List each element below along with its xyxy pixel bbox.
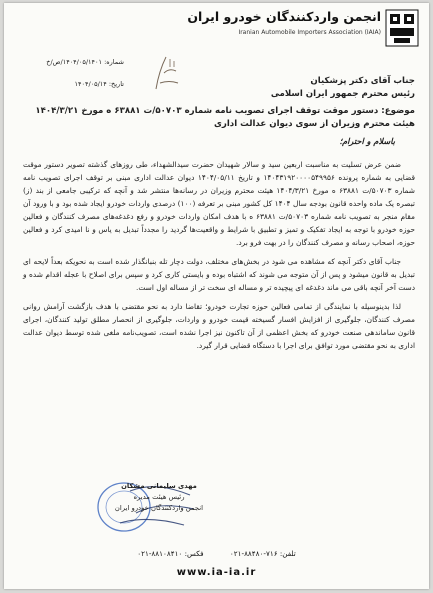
letter-date: تاریخ: ۱۴۰۴/۰۵/۱۴	[74, 80, 124, 88]
paragraph-1: ضمن عرض تسلیت به مناسبت اربعین سید و سالار شهیدان حضرت سیدالشهداء، طی روزهای گذشته تصویر دستور موقت قضایی به شماره پرونده ۱۴۰۴۳۱۹۲۰۰۰۰۵۴۹۹۵۶ و تاریخ ۱۴۰۴/۰۵/۱۱ دیوان عدالت اداری مبنی بر توقف اجرای تصویب نامه شماره ۵۰۷۰۳/ت ۶۳۸۸۱ ه مورخ ۱۴۰۴/۳/۲۱ هیئت محترم وزیران در رسانه‌ها منتشر شد و آنچه که ترکیبی جامعی از بند (ز) تبصره یک ماده واحده قانون بودجه سال ۱۴۰۴ کل کشور مبنی بر تعرفه (۱۰۰) درصدی واردات خودرو ایجاد شده بود و با ورود آن مقام منجر به تصویب نامه شماره ۵۰۷۰۳/ت ۶۳۸۸۱ ه با هدف امکان واردات خودرو و رفع دغدغه‌های مصرف کنندگان و فعالین حوزه خودرو با توجه به ایجاد تفکیک و تمیز و تطبیق با شرایط و واقعیت‌ها گردید را مجدداً تبدیل به یاس و نا امیدی کرد و فعالین حوزه، اصحاب رسانه و مصرف کنندگان را در بهت فرو برد.	[23, 160, 416, 247]
website-address: www.ia-ia.ir	[176, 567, 257, 578]
organization-name: انجمن واردکنندگان خودرو ایران	[187, 9, 381, 24]
signature-block	[74, 481, 244, 514]
letter-footer	[4, 539, 429, 589]
association-logo	[385, 9, 419, 47]
contact-line	[4, 549, 429, 558]
paragraph-2: جناب آقای دکتر آنچه که مشاهده می شود در بخش‌های مختلف، دولت دچار تله بنبانگذار شده است به نحویکه بعداً لایحه ای تبدیل به قانون میشود و پس از آن متوجه می شوند که اشتباه بوده و بایستی کاری کرد و سپس برای اصلاح با عجله اقدام شده و دست آخر آنچه باقی می ماند دغدغه ای پیچیده تر و مساله ای سخت تر از مساله اول است.	[23, 257, 415, 292]
letter-number: شماره: ۱۴۰۴/۰۵/۱۴۰۱/ص/خ	[46, 58, 124, 66]
signatory-title: رئیس هیئت مدیره	[133, 493, 185, 501]
organization-name-english: Iranian Automobile Importers Association (IAIA)	[238, 29, 381, 36]
fax-number: فکس: ۸۸۱۰۸۴۱۰-۰۲۱	[137, 549, 204, 558]
recipient-title: رئیس محترم جمهور ایران اسلامی	[270, 89, 415, 99]
signatory-organization: انجمن واردکنندگان خودرو ایران	[114, 504, 204, 512]
signatory-name: مهدی سلیمانی مشکان	[121, 482, 197, 490]
recipient-name: جناب آقای دکتر پزشکیان	[310, 76, 415, 86]
letter-page	[4, 3, 429, 589]
paragraph-3: لذا بدینوسیله با نمایندگی از تمامی فعالین حوزه تجارت خودرو؛ تقاضا دارد به نحو مقتضی با هدف بازگشت آرامش روانی مصرف کنندگان، جلوگیری از افزایش افسار گسیخته قیمت خودرو و واردات، جلوگیری از انحصار مطلق تولید کنندگان، اجرای قانون ساماندهی صنعت خودرو که بخش اعظمی از آن تاکنون نیز اجرا نشده است، تصویب‌نامه ملغی شده توسط دیوان عدالت اداری به نحو مقتضی مورد توافق برای اجرا با دستگاه قضایی قرار گیرد.	[23, 302, 415, 350]
letter-body	[23, 75, 415, 358]
letter-subject: موضوع: دستور موقت توقف اجرای تصویب نامه شماره ۵۰۷۰۳/ت ۶۳۸۸۱ ه مورخ ۱۴۰۴/۳/۲۱	[35, 106, 415, 116]
letterhead	[4, 3, 429, 61]
greeting: باسلام و احترام؛	[339, 136, 395, 146]
phone-number: تلفن: ۷۱۶-۸۸۴۸۰-۰۲۱	[229, 549, 296, 558]
letter-subject-line-2: هیئت محترم وزیران از سوی دیوان عدالت اداری	[214, 119, 415, 129]
